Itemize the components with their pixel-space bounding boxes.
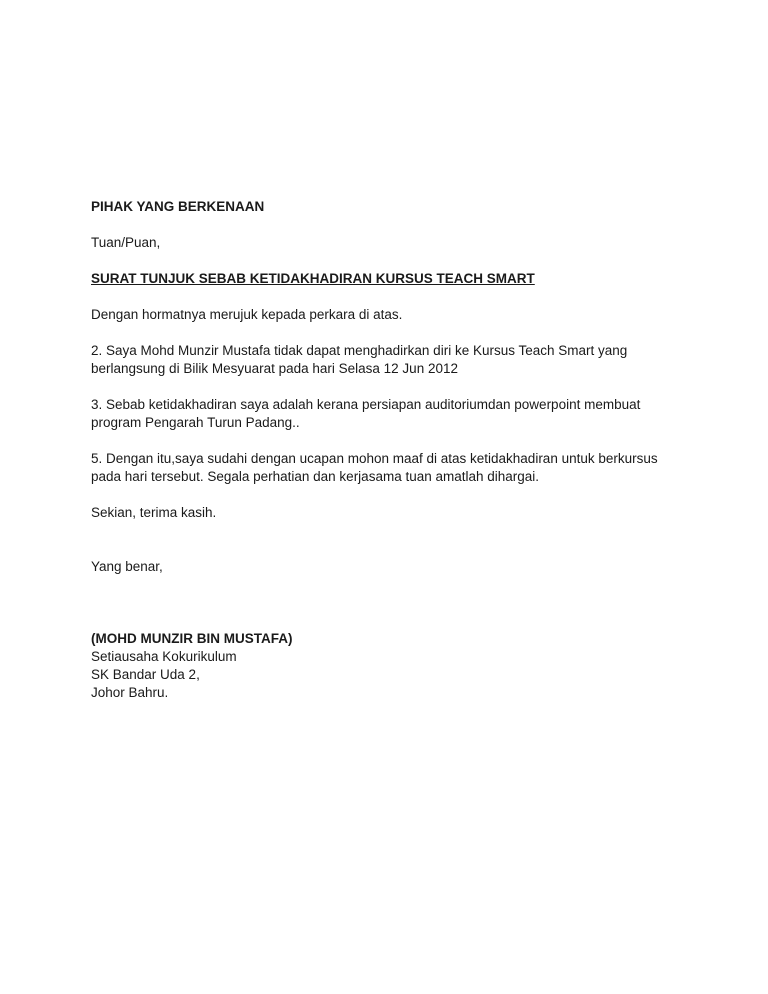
signatory-position: Setiausaha Kokurikulum [91,649,237,664]
paragraph-5 [91,450,691,486]
closing-line: Sekian, terima kasih. [91,505,217,520]
paragraph-3-line-1: 3. Sebab ketidakhadiran saya adalah kerana persiapan auditoriumdan powerpoint membuat [91,397,641,412]
paragraph-3-line-2: program Pengarah Turun Padang.. [91,415,300,430]
sign-off: Yang benar, [91,559,163,574]
letter-body [91,198,691,702]
signature-block [91,630,691,702]
subject-line: SURAT TUNJUK SEBAB KETIDAKHADIRAN KURSUS TEACH SMART [91,271,535,286]
paragraph-2 [91,342,691,378]
signatory-name: (MOHD MUNZIR BIN MUSTAFA) [91,631,293,646]
salutation: Tuan/Puan, [91,235,161,250]
paragraph-2-line-1: 2. Saya Mohd Munzir Mustafa tidak dapat menghadirkan diri ke Kursus Teach Smart yang [91,343,628,358]
signatory-school: SK Bandar Uda 2, [91,667,200,682]
addressee: PIHAK YANG BERKENAAN [91,199,265,214]
paragraph-3 [91,396,691,432]
paragraph-5-line-1: 5. Dengan itu,saya sudahi dengan ucapan mohon maaf di atas ketidakhadiran untuk berkursus [91,451,658,466]
paragraph-2-line-2: berlangsung di Bilik Mesyuarat pada hari Selasa 12 Jun 2012 [91,361,458,376]
opening-line: Dengan hormatnya merujuk kepada perkara di atas. [91,307,403,322]
paragraph-5-line-2: pada hari tersebut. Segala perhatian dan kerjasama tuan amatlah dihargai. [91,469,540,484]
signatory-city: Johor Bahru. [91,685,169,700]
